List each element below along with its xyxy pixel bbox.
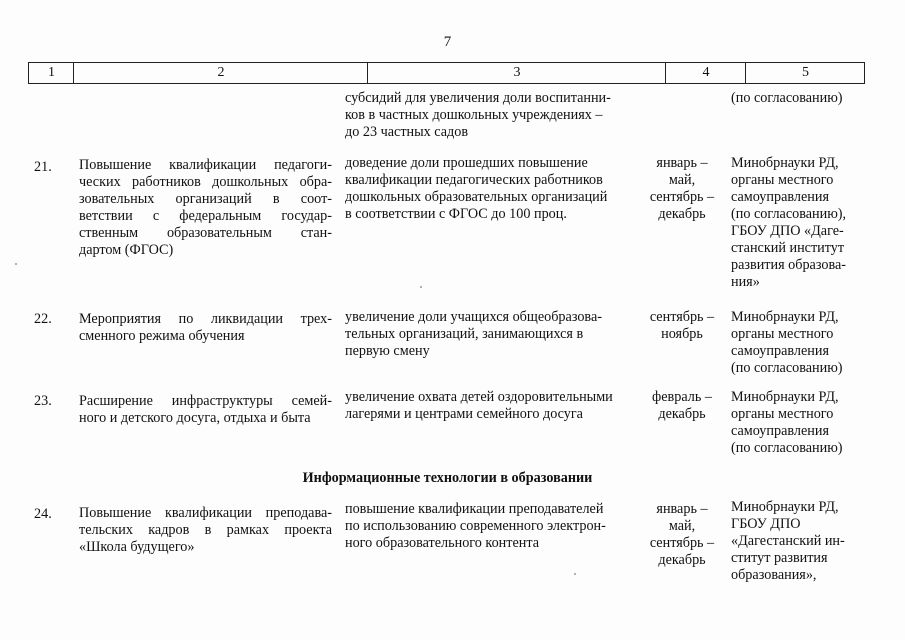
- text-line: Минобрнауки РД,: [731, 389, 839, 405]
- text-line: сменного режима обучения: [79, 328, 245, 344]
- text-line: декабрь: [658, 552, 706, 568]
- text-line: в соответствии с ФГОС до 100 проц.: [345, 206, 567, 222]
- text-line: ного и детского досуга, отдыха и быта: [79, 410, 311, 426]
- text-line: ков в частных дошкольных учреждениях –: [345, 107, 603, 123]
- text-line: сентябрь –: [649, 535, 715, 551]
- scan-speck: [574, 573, 576, 575]
- column-number-5: 5: [745, 63, 865, 83]
- row-21-responsible: [731, 155, 861, 291]
- text-line: (по согласованию),: [731, 206, 847, 222]
- row-number-22: 22.: [34, 311, 52, 327]
- text-line: самоуправления: [731, 423, 829, 439]
- text-line: Мероприятия по ликвидации трех-: [79, 311, 332, 327]
- text-line: станский институт: [731, 240, 845, 256]
- text-line: май,: [668, 518, 696, 534]
- row-23-term: [640, 389, 724, 423]
- text-line: ГБОУ ДПО «Даге-: [731, 223, 844, 239]
- column-number-1: 1: [28, 63, 74, 83]
- text-line: до 23 частных садов: [345, 124, 469, 140]
- text-line: Повышение квалификации преподава-: [79, 505, 332, 521]
- text-line: органы местного: [731, 326, 834, 342]
- text-line: декабрь: [658, 406, 706, 422]
- row-22-term: [640, 309, 724, 343]
- row-24-result: [345, 501, 637, 552]
- row-23-result: [345, 389, 640, 423]
- column-number-4: 4: [665, 63, 746, 83]
- text-line: январь –: [656, 155, 708, 171]
- text-line: ния»: [731, 274, 760, 290]
- text-line: Расширение инфраструктуры семей-: [79, 393, 332, 409]
- text-line: ститут развития: [731, 550, 828, 566]
- text-line: февраль –: [652, 389, 712, 405]
- text-line: самоуправления: [731, 343, 829, 359]
- scan-speck: [15, 263, 17, 265]
- text-line: по использованию современного электрон-: [345, 518, 606, 534]
- text-line: сентябрь –: [649, 309, 715, 325]
- text-line: май,: [668, 172, 696, 188]
- continuation-responsible: [731, 90, 859, 107]
- column-number-3: 3: [367, 63, 666, 83]
- row-22-responsible: [731, 309, 861, 377]
- text-line: органы местного: [731, 172, 834, 188]
- text-line: (по согласованию): [731, 440, 843, 456]
- text-line: образования»,: [731, 567, 817, 583]
- text-line: дартом (ФГОС): [79, 242, 174, 258]
- text-line: ноябрь: [661, 326, 703, 342]
- text-line: субсидий для увеличения доли воспитанни-: [345, 90, 611, 106]
- text-line: Минобрнауки РД,: [731, 499, 839, 515]
- row-24-term: [640, 501, 724, 569]
- page-number: 7: [443, 34, 452, 50]
- text-line: декабрь: [658, 206, 706, 222]
- text-line: ческих работников дошкольных обра-: [79, 174, 332, 190]
- continuation-result: [345, 90, 635, 141]
- row-number-21: 21.: [34, 159, 52, 175]
- text-line: тельских кадров в рамках проекта: [79, 522, 332, 538]
- row-22-activity: [79, 311, 332, 345]
- text-line: ного образовательного контента: [345, 535, 540, 551]
- text-line: Минобрнауки РД,: [731, 309, 839, 325]
- text-line: квалификации педагогических работников: [345, 172, 603, 188]
- text-line: доведение доли прошедших повышение: [345, 155, 588, 171]
- row-21-activity: [79, 157, 332, 259]
- text-line: (по согласованию): [731, 360, 843, 376]
- text-line: тельных организаций, занимающихся в: [345, 326, 584, 342]
- text-line: (по согласованию): [731, 90, 843, 106]
- text-line: дошкольных образовательных организаций: [345, 189, 608, 205]
- text-line: ветствии с федеральным государ-: [79, 208, 332, 224]
- row-23-responsible: [731, 389, 861, 457]
- column-number-2: 2: [73, 63, 368, 83]
- row-24-responsible: [731, 499, 861, 584]
- row-21-term: [640, 155, 724, 223]
- text-line: Минобрнауки РД,: [731, 155, 839, 171]
- text-line: увеличение доли учащихся общеобразова-: [345, 309, 602, 325]
- text-line: развития образова-: [731, 257, 847, 273]
- text-line: лагерями и центрами семейного досуга: [345, 406, 583, 422]
- row-23-activity: [79, 393, 332, 427]
- text-line: зовательных организаций в соот-: [79, 191, 332, 207]
- row-24-activity: [79, 505, 332, 556]
- row-22-result: [345, 309, 637, 360]
- row-number-23: 23.: [34, 393, 52, 409]
- text-line: увеличение охвата детей оздоровительными: [345, 389, 613, 405]
- text-line: ГБОУ ДПО: [731, 516, 801, 532]
- text-line: «Школа будущего»: [79, 539, 195, 555]
- text-line: сентябрь –: [649, 189, 715, 205]
- row-number-24: 24.: [34, 506, 52, 522]
- text-line: самоуправления: [731, 189, 829, 205]
- column-number-header: [28, 62, 865, 84]
- row-21-result: [345, 155, 637, 223]
- text-line: январь –: [656, 501, 708, 517]
- text-line: первую смену: [345, 343, 430, 359]
- section-title: Информационные технологии в образовании: [302, 470, 593, 486]
- text-line: органы местного: [731, 406, 834, 422]
- text-line: «Дагестанский ин-: [731, 533, 845, 549]
- text-line: ственным образовательным стан-: [79, 225, 332, 241]
- text-line: повышение квалификации преподавателей: [345, 501, 604, 517]
- scan-speck: [420, 286, 422, 288]
- text-line: Повышение квалификации педагоги-: [79, 157, 332, 173]
